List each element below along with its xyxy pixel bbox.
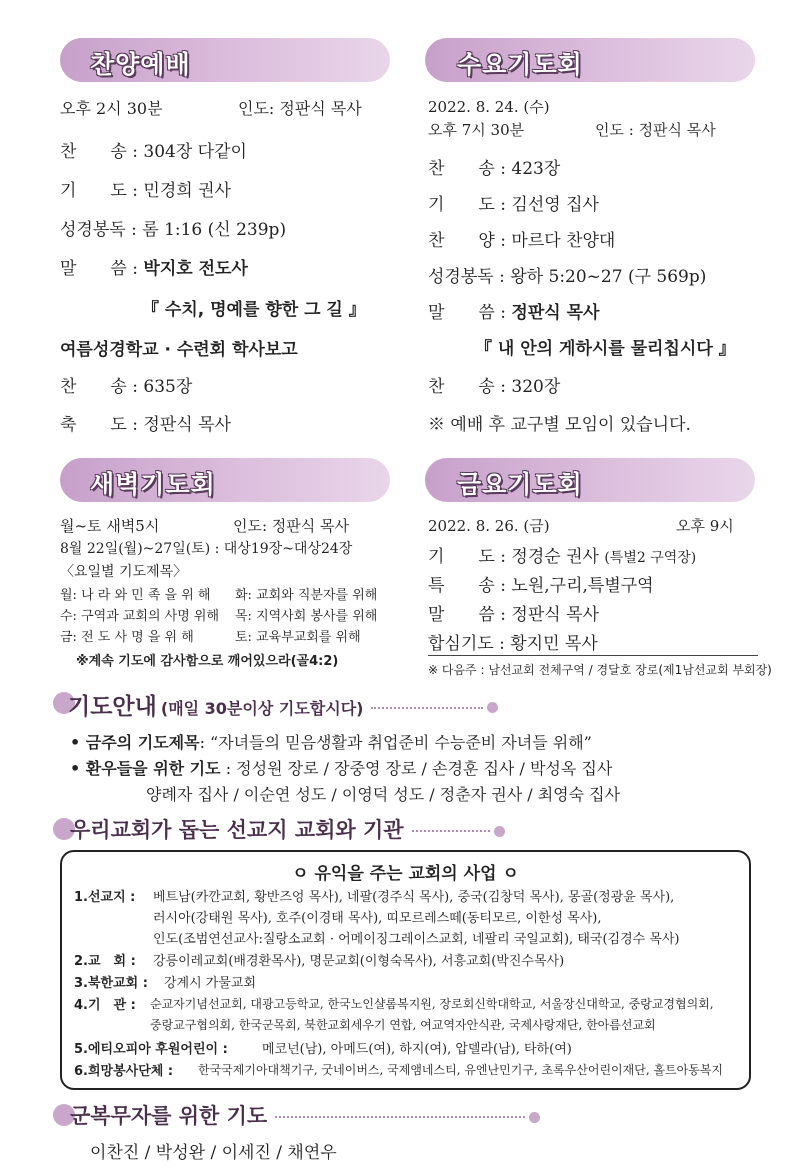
missions-row-label: 6.희망봉사단체 :	[74, 1064, 174, 1079]
sunday-worship-title: 찬양예배	[90, 50, 191, 79]
military-title: 군복무자를 위한 기도	[70, 1104, 268, 1128]
wednesday-leader: 인도 : 정판식 목사	[595, 121, 716, 139]
missions-row-label: 5.에티오피아 후원어린이 :	[74, 1042, 228, 1057]
missions-row-line: 강릉이레교회(배경환목사), 명문교회(이형숙목사), 서흥교회(박진수목사)	[153, 954, 565, 969]
sunday-worship-header	[60, 38, 390, 82]
missions-row-line: 메코넌(남), 아메드(여), 하지(여), 압델라(남), 타하(여)	[262, 1042, 572, 1057]
prayer-guide-subtitle: (매일 30분이상 기도합시다)	[160, 699, 364, 718]
military-names: 이찬진 / 박성완 / 이세진 / 채연우	[90, 1143, 337, 1163]
friday-prayer-header	[425, 458, 755, 502]
missions-row-line: 순교자기념선교회, 대광고등학교, 한국노인샬롬복지원, 장로회신학대학교, 서울장신대학교, 중랑교경협의회,	[150, 997, 714, 1011]
wednesday-item: 기 도 : 김선영 집사	[428, 195, 599, 215]
dawn-schedule: 월~토 새벽5시	[60, 517, 160, 535]
dawn-topic-row: 금: 전 도 사 명 을 위 해	[60, 630, 194, 645]
dot-icon	[494, 826, 505, 837]
wednesday-item: 찬 송 : 423장	[428, 159, 561, 179]
sunday-item: 찬 송 : 304장 다같이	[60, 142, 247, 162]
missions-row-line: 인도(조범연선교사:질랑소교회 · 어메이징그레이스교회, 네팔리 국일교회), 태국(김경수 목사)	[153, 932, 680, 947]
missions-row-label: 1.선교지 :	[74, 890, 136, 905]
dawn-topic-row: 토: 교육부교회를 위해	[235, 630, 361, 645]
friday-next-note: ※ 다음주 : 남선교회 전체구역 / 경달호 장로(제1남선교회 부회장)	[428, 663, 772, 677]
dawn-leader: 인도: 정판식 목사	[233, 517, 350, 535]
missions-row-line: 러시아(강태원 목사), 호주(이경태 목사), 띠모르레스떼(동티모르, 이한성 목사),	[153, 911, 602, 926]
missions-row-line: 한국국제기아대책기구, 굿네이버스, 국제앰네스티, 유엔난민기구, 초록우산어린이재단, 홀트아동복지	[198, 1063, 724, 1077]
dawn-verse: ※계속 기도에 감사함으로 깨어있으라(골4:2)	[76, 654, 339, 669]
friday-item: 합심기도 : 황지민 목사	[428, 634, 598, 654]
friday-date: 2022. 8. 26. (금)	[428, 517, 550, 535]
wednesday-item: 말 씀 : 정판식 목사	[428, 303, 600, 323]
prayer-guide-continuation: 양례자 집사 / 이순연 성도 / 이영덕 성도 / 정춘자 권사 / 최영숙 집사	[146, 785, 621, 804]
prayer-guide-item: • 금주의 기도제목: “자녀들의 믿음생활과 취업준비 수능준비 자녀들 위해”	[70, 733, 592, 752]
wednesday-note: ※ 예배 후 교구별 모임이 있습니다.	[428, 415, 691, 435]
friday-divider	[428, 655, 758, 656]
friday-prayer-title: 금요기도회	[457, 470, 583, 499]
missions-header	[70, 814, 505, 844]
wednesday-item: 찬 송 : 320장	[428, 377, 561, 397]
missions-row-line: 베트남(카깐교회, 황반즈엉 목사), 네팔(경주식 목사), 중국(김창덕 목사), 몽골(정광윤 목사),	[153, 890, 675, 905]
missions-title: 우리교회가 돕는 선교지 교회와 기관	[70, 818, 404, 842]
wednesday-prayer-title: 수요기도회	[457, 50, 583, 79]
missions-row-line: 중랑교구협의회, 한국군목회, 북한교회세우기 연합, 여교역자안식관, 국제사랑재단, 한아름선교회	[150, 1018, 656, 1032]
prayer-guide-header	[68, 688, 498, 721]
sunday-leader: 인도: 정판식 목사	[238, 99, 362, 118]
friday-item: 말 씀 : 정판식 목사	[428, 605, 599, 625]
wednesday-prayer-header	[425, 38, 755, 82]
sunday-time: 오후 2시 30분	[60, 99, 163, 118]
dawn-topic-row: 목: 지역사회 봉사를 위해	[235, 609, 378, 624]
dawn-period: 8월 22일(월)~27일(토) : 대상19장~대상24장	[60, 541, 353, 557]
dawn-topics-title: 〈요일별 기도제목〉	[60, 564, 188, 580]
dot-icon	[529, 1112, 540, 1123]
sunday-item: 찬 송 : 635장	[60, 377, 193, 397]
dawn-topic-row: 수: 구역과 교회의 사명 위해	[60, 609, 220, 624]
wednesday-sermon-title: 『 내 안의 게하시를 물리칩시다 』	[475, 339, 736, 359]
sunday-item: 기 도 : 민경희 권사	[60, 181, 231, 201]
sunday-report: 여름성경학교 · 수련회 학사보고	[60, 340, 298, 360]
military-header	[70, 1100, 540, 1130]
dawn-prayer-title: 새벽기도회	[90, 470, 216, 499]
dawn-topic-row: 월: 나 라 와 민 족 을 위 해	[60, 588, 211, 603]
prayer-guide-item: • 환우들을 위한 기도 : 정성원 장로 / 장중영 장로 / 손경훈 집사 / 박성옥 집사	[70, 759, 613, 778]
sunday-item: 말 씀 : 박지호 전도사	[60, 259, 248, 279]
friday-item: 특 송 : 노원,구리,특별구역	[428, 576, 654, 596]
dot-icon	[487, 702, 498, 713]
friday-time: 오후 9시	[676, 517, 734, 535]
missions-row-line: 강계시 가물교회	[164, 976, 257, 991]
sunday-item: 축 도 : 정판식 목사	[60, 415, 231, 435]
wednesday-item: 성경봉독 : 왕하 5:20~27 (구 569p)	[428, 267, 707, 287]
missions-box-title: ㅇ 유익을 주는 교회의 사업 ㅇ	[292, 864, 519, 884]
missions-row-label: 4.기 관 :	[74, 998, 136, 1013]
wednesday-date: 2022. 8. 24. (수)	[428, 98, 550, 116]
dawn-prayer-header	[60, 458, 390, 502]
prayer-guide-title: 기도안내	[68, 694, 157, 720]
wednesday-item: 찬 양 : 마르다 찬양대	[428, 231, 616, 251]
dawn-topic-row: 화: 교회와 직분자를 위해	[235, 588, 378, 603]
friday-item: 기 도 : 정경순 권사 (특별2 구역장)	[428, 547, 697, 567]
wednesday-time: 오후 7시 30분	[428, 121, 525, 139]
missions-box	[60, 850, 751, 1090]
missions-row-label: 2.교 회 :	[74, 954, 136, 969]
missions-row-label: 3.북한교회 :	[74, 976, 148, 991]
sunday-item: 성경봉독 : 롬 1:16 (신 239p)	[60, 220, 287, 240]
sunday-sermon-title: 『 수치, 명예를 향한 그 길 』	[142, 300, 366, 320]
